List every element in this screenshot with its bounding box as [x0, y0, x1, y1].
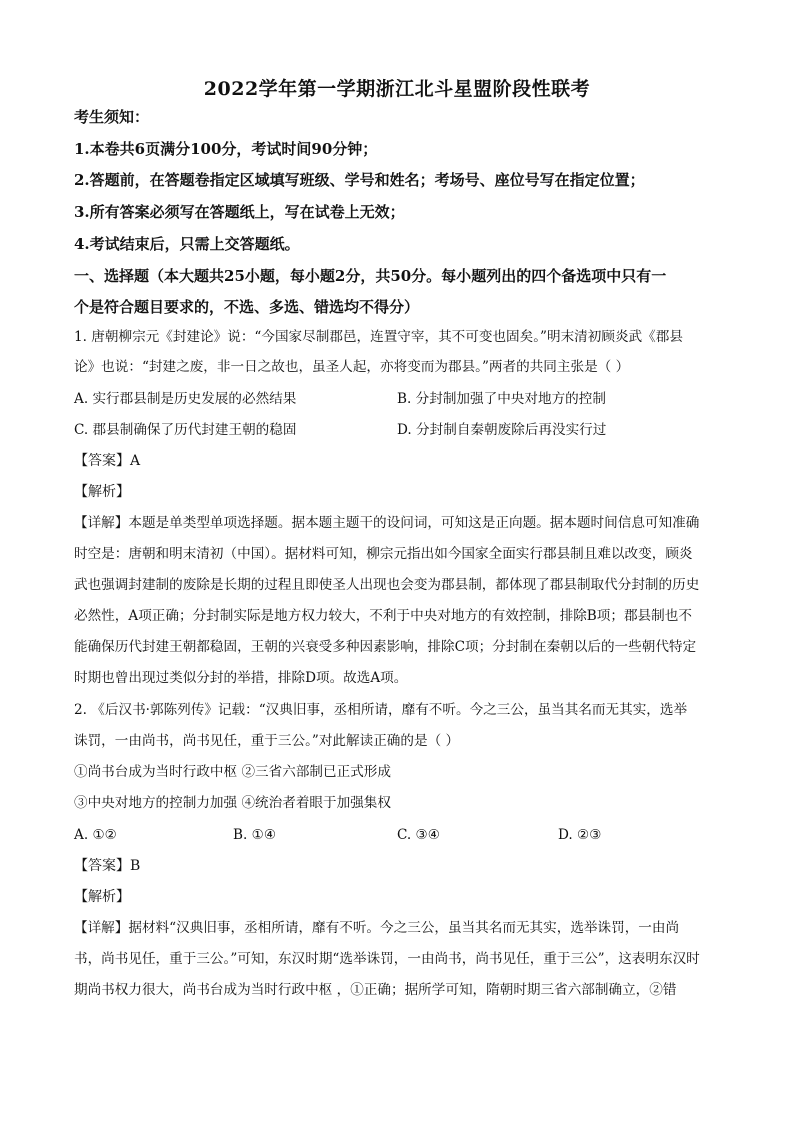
question-1-answer: 【答案】A [74, 453, 141, 469]
notice-item: 3.所有答案必须写在答题纸上，写在试卷上无效； [74, 203, 405, 221]
exam-title: 2022学年第一学期浙江北斗星盟阶段性联考 [203, 78, 591, 100]
question-1-detail: 能确保历代封建王朝都稳固，王朝的兴衰受多种因素影响，排除C项；分封制在秦朝以后的一些朝代特定 [74, 639, 697, 655]
question-2-answer: 【答案】B [74, 858, 141, 874]
question-2-statements: ①尚书台成为当时行政中枢 ②三省六部制已正式形成 [74, 764, 391, 780]
question-2-stem: 2. 《后汉书·郭陈列传》记载：“汉典旧事，丞相所请，靡有不听。今之三公，虽当其名而无其实，选举 [74, 702, 688, 718]
notice-item: 4.考试结束后，只需上交答题纸。 [74, 235, 300, 253]
notice-item: 1.本卷共6页满分100分，考试时间90分钟； [74, 140, 378, 158]
section-heading-cont: 个是符合题目要求的，不选、多选、错选均不得分） [74, 298, 420, 316]
section-heading: 一、选择题（本大题共25小题，每小题2分，共50分。每小题列出的四个备选项中只有一 [74, 267, 667, 285]
question-2-detail: 书，尚书见任，重于三公。”可知，东汉时期“选举诛罚，一由尚书，尚书见任，重于三公”，这表明东汉时 [74, 951, 700, 967]
question-1-stem: 论》也说：“封建之废，非一日之故也，虽圣人起，亦将变而为郡县。”两者的共同主张是（ ） [74, 359, 630, 375]
question-1-detail: 必然性，A项正确；分封制实际是地方权力较大，不利于中央对地方的有效控制，排除B项；郡县制也不 [74, 608, 692, 624]
question-2-detail: 期尚书权力很大，尚书台成为当时行政中枢 ，①正确；据所学可知，隋朝时期三省六部制确立，②错 [74, 982, 677, 998]
question-1-option-c: C. 郡县制确保了历代封建王朝的稳固 [74, 422, 297, 438]
question-2-stem: 诛罚，一由尚书，尚书见任，重于三公。”对此解读正确的是（ ） [74, 733, 460, 749]
question-2-option-d: D. ②③ [558, 827, 602, 843]
question-1-option-b: B. 分封制加强了中央对地方的控制 [397, 391, 606, 407]
question-1-detail: 时期也曾出现过类似分封的举措，排除D项。故选A项。 [74, 670, 408, 686]
notice-item: 2.答题前，在答题卷指定区域填写班级、学号和姓名；考场号、座位号写在指定位置； [74, 171, 645, 189]
question-1-option-d: D. 分封制自秦朝废除后再没实行过 [397, 422, 607, 438]
question-2-option-c: C. ③④ [397, 827, 440, 843]
question-1-option-a: A. 实行郡县制是历史发展的必然结果 [74, 391, 297, 407]
question-2-statements: ③中央对地方的控制力加强 ④统治者着眼于加强集权 [74, 795, 391, 811]
question-1-detail: 武也强调封建制的废除是长期的过程且即使圣人出现也会变为郡县制，都体现了郡县制取代分封制的历史 [74, 577, 700, 593]
question-1-detail: 【详解】本题是单类型单项选择题。据本题主题干的设问词，可知这是正向题。据本题时间信息可知准确 [74, 515, 700, 531]
notice-heading: 考生须知： [74, 108, 150, 126]
question-1-stem: 1. 唐朝柳宗元《封建论》说：“今国家尽制郡邑，连置守宰，其不可变也固矣。”明末清初顾炎武《郡县 [74, 329, 683, 345]
question-2-option-a: A. ①② [74, 827, 117, 843]
question-2-analysis-label: 【解析】 [74, 889, 130, 905]
question-1-analysis-label: 【解析】 [74, 484, 130, 500]
question-2-detail: 【详解】据材料“汉典旧事，丞相所请，靡有不听。今之三公，虽当其名而无其实，选举诛罚，一由尚 [74, 920, 680, 936]
question-2-option-b: B. ①④ [233, 827, 277, 843]
question-1-detail: 时空是：唐朝和明末清初（中国）。据材料可知，柳宗元指出如今国家全面实行郡县制且难以改变，顾炎 [74, 546, 693, 562]
